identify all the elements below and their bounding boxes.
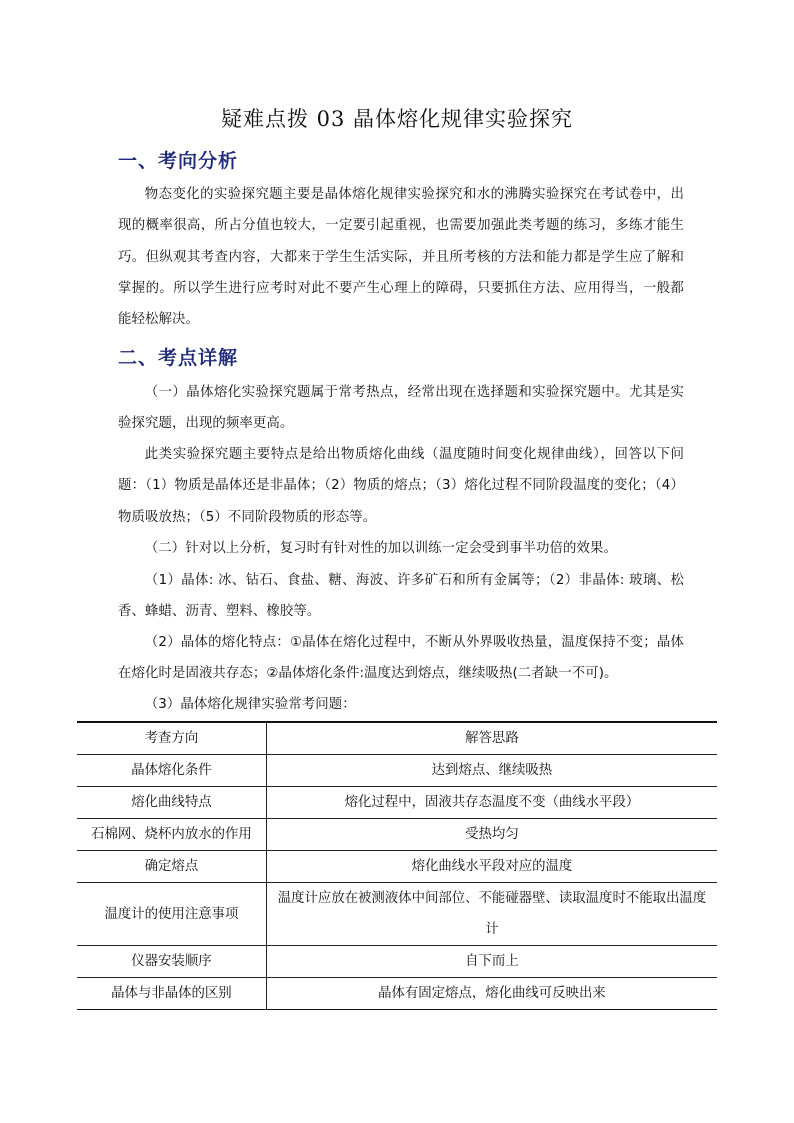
table-cell: 仪器安装顺序: [77, 946, 266, 978]
table-cell: 确定熔点: [77, 851, 266, 883]
table-header-cell: 解答思路: [266, 722, 717, 755]
paragraph-table-intro: （3）晶体熔化规律实验常考问题：: [144, 697, 356, 712]
paragraph-detail-1: （一）晶体熔化实验探究题属于常考热点，经常出现在选择题和实验探究题中。尤其是实验探究题，出现的频率更高。: [118, 385, 684, 432]
table-row: [77, 787, 717, 819]
paragraph-melting-features: （2）晶体的熔化特点：①晶体在熔化过程中，不断从外界吸收热量，温度保持不变；晶体在熔化时是固液共存态；②晶体熔化条件:温度达到熔点，继续吸热(二者缺一不可)。: [118, 635, 684, 682]
table-cell: 自下而上: [266, 946, 717, 978]
table-cell: 晶体有固定熔点，熔化曲线可反映出来: [266, 978, 717, 1010]
table-header-cell: 考查方向: [77, 722, 266, 755]
table-row: [77, 946, 717, 978]
paragraph-detail-2: 此类实验探究题主要特点是给出物质熔化曲线（温度随时间变化规律曲线），回答以下问题：（1）物质是晶体还是非晶体；（2）物质的熔点；（3）熔化过程不同阶段温度的变化；（4）物质吸放热；（5）不同阶段物质的形态等。: [118, 447, 684, 525]
paragraph-analysis: 物态变化的实验探究题主要是晶体熔化规律实验探究和水的沸腾实验探究在考试卷中，出现的概率很高，所占分值也较大，一定要引起重视，也需要加强此类考题的练习，多练才能生巧。但纵观其考查内容，大都来于学生生活实际，并且所考核的方法和能力都是学生应了解和掌握的。所以学生进行应考时对此不要产生心理上的障碍，只要抓住方法、应用得当，一般都能轻松解决。: [118, 187, 684, 328]
paragraph-detail-3: （二）针对以上分析，复习时有针对性的加以训练一定会受到事半功倍的效果。: [144, 541, 617, 556]
table-cell: 石棉网、烧杯内放水的作用: [77, 819, 266, 851]
page-title: 疑难点拨 03 晶体熔化规律实验探究: [220, 107, 574, 131]
section-heading-details: 二、考点详解: [118, 347, 239, 369]
paragraph-crystal-list: （1）晶体: 冰、钻石、食盐、糖、海波、许多矿石和所有金属等；（2）非晶体: 玻璃、松香、蜂蜡、沥青、塑料、橡胶等。: [118, 573, 684, 620]
table-row: [77, 851, 717, 883]
table-cell: 熔化曲线水平段对应的温度: [266, 851, 717, 883]
table-header-row: [77, 722, 717, 755]
table-row: [77, 883, 717, 946]
table-cell: 熔化过程中，固液共存态温度不变（曲线水平段）: [266, 787, 717, 819]
table-cell: 温度计应放在被测液体中间部位、不能碰器壁、读取温度时不能取出温度计: [266, 883, 717, 946]
table-cell: 晶体熔化条件: [77, 755, 266, 787]
table-row: [77, 978, 717, 1010]
table-cell: 达到熔点、继续吸热: [266, 755, 717, 787]
table-row: [77, 755, 717, 787]
table-cell: 熔化曲线特点: [77, 787, 266, 819]
exam-question-table: [77, 721, 717, 1010]
table-cell: 受热均匀: [266, 819, 717, 851]
table-row: [77, 819, 717, 851]
section-heading-analysis: 一、考向分析: [118, 150, 239, 172]
table-cell: 温度计的使用注意事项: [77, 883, 266, 946]
table-cell: 晶体与非晶体的区别: [77, 978, 266, 1010]
